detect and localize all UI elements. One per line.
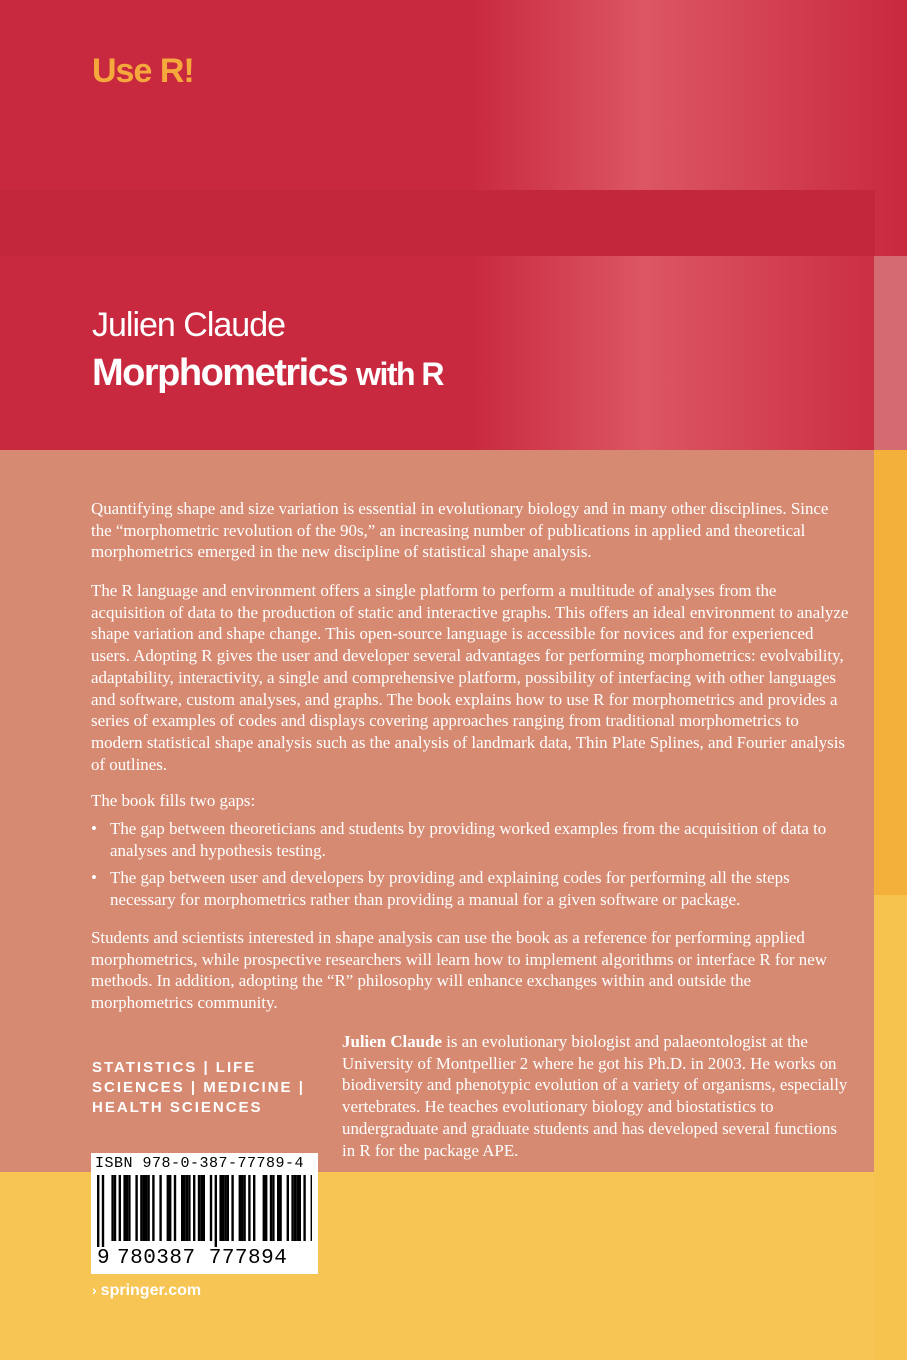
ean-first-digit: 9 — [97, 1247, 111, 1270]
side-yellow-block — [874, 895, 907, 1360]
title-small: with R — [356, 356, 444, 392]
author-bio — [342, 1031, 852, 1161]
barcode-bar — [287, 1175, 289, 1241]
bio-name: Julien Claude — [342, 1032, 442, 1051]
ean-rest-digits: 780387 777894 — [117, 1247, 288, 1270]
list-item — [91, 818, 851, 861]
barcode-bar — [135, 1175, 137, 1241]
series-title: Use R! — [92, 52, 194, 90]
subject-categories — [92, 1058, 332, 1118]
barcode-bar — [227, 1175, 229, 1241]
gaps-list — [91, 818, 851, 917]
isbn-label: ISBN 978-0-387-77789-4 — [95, 1155, 305, 1172]
barcode-bar — [114, 1175, 116, 1241]
barcode-bar — [181, 1175, 186, 1241]
author-name: Julien Claude — [92, 306, 286, 344]
side-orange-block — [874, 450, 907, 895]
barcode-bar — [174, 1175, 176, 1241]
barcode-bar — [143, 1175, 148, 1241]
barcode-bar — [159, 1175, 161, 1241]
barcode-bar — [294, 1175, 296, 1241]
isbn-barcode — [91, 1153, 318, 1274]
barcode-bar — [128, 1175, 130, 1241]
barcode-bar — [200, 1175, 205, 1241]
subject-line: HEALTH SCIENCES — [92, 1099, 263, 1116]
barcode-bar — [277, 1175, 282, 1241]
barcode-bar — [210, 1175, 212, 1241]
barcode-bar — [248, 1175, 250, 1241]
bullet-text: The gap between theoreticians and students by providing worked examples from the acquisition of data to analyses and hypothesis testing. — [110, 819, 827, 860]
bio-text: is an evolutionary biologist and palaeontologist at the University of Montpellier 2 where he got his Ph.D. in 2003. He works on biodiversity and phenotypic evolution of a variety of organisms, especially vertebrates. He teaches evolutionary biology and biostatistics to undergraduate and graduate students and has developed several functions in R for the package APE. — [342, 1032, 848, 1160]
barcode-bar — [167, 1175, 169, 1241]
website-text: springer.com — [100, 1282, 202, 1299]
barcode-bar — [263, 1175, 265, 1241]
barcode-bar — [253, 1175, 255, 1241]
barcode-bar — [198, 1175, 200, 1241]
barcode-bar — [291, 1175, 293, 1241]
barcode-icon — [97, 1175, 312, 1247]
title-main: Morphometrics — [92, 352, 347, 394]
barcode-bar — [272, 1175, 274, 1241]
bullet-icon: • — [91, 819, 97, 838]
barcode-bar — [147, 1175, 149, 1241]
barcode-bar — [188, 1175, 190, 1241]
barcode-bar — [296, 1175, 301, 1241]
barcode-bar — [123, 1175, 128, 1241]
bullet-icon: • — [91, 868, 97, 888]
barcode-bar — [102, 1175, 104, 1247]
subject-line: SCIENCES | MEDICINE | — [92, 1079, 305, 1096]
barcode-bar — [140, 1175, 142, 1241]
description-paragraph-2: The R language and environment offers a single platform to perform a multitude of analyses from the acquisition of data to the production of static and interactive graphs. This offers an ideal environment to analyze shape variation and shape change. This open-source language is accessible for novices and for experienced users. Adopting R gives the user and developer several advantages for performing morphometrics: evolvability, adaptability, interactivity, a single and comprehensive platform, possibility of interfacing with other languages and software, custom analyses, and graphs. The book explains how to use R for morphometrics and provides a series of examples of codes and displays covering approaches ranging from traditional morphometrics to modern statistical shape analysis such as the analysis of landmark data, Thin Plate Splines, and Fourier analysis of outlines. — [91, 581, 849, 774]
barcode-bar — [239, 1175, 244, 1241]
barcode-bar — [215, 1175, 217, 1247]
book-title — [92, 352, 443, 395]
barcode-bar — [303, 1175, 305, 1241]
list-item — [91, 867, 851, 910]
barcode-bar — [111, 1175, 113, 1241]
side-pink-block — [874, 256, 907, 450]
description-paragraph-1: Quantifying shape and size variation is essential in evolutionary biology and in many other disciplines. Since the “morphometric revolution of the 90s,” an increasing number of publications in applied and theoretical morphometrics emerged in the new discipline of statistical shape analysis. — [91, 499, 829, 562]
gaps-intro: The book fills two gaps: — [91, 791, 256, 810]
barcode-bar — [231, 1175, 233, 1241]
barcode-bar — [243, 1175, 245, 1241]
barcode-bar — [224, 1175, 226, 1241]
barcode-bar — [193, 1175, 195, 1241]
chevron-right-icon: › — [92, 1282, 97, 1298]
barcode-bar — [169, 1175, 171, 1241]
barcode-bar — [186, 1175, 188, 1241]
barcode-bar — [311, 1175, 312, 1241]
barcode-bar — [270, 1175, 272, 1241]
description-paragraph-4: Students and scientists interested in shape analysis can use the book as a reference for performing applied morphometrics, while prospective researchers will learn how to implement algorithms or interface R for new methods. In addition, adopting the “R” philosophy will enhance exchanges within and outside the morphometrics community. — [91, 928, 827, 1013]
barcode-bar — [119, 1175, 121, 1241]
bullet-text: The gap between user and developers by providing and explaining codes for performing all the steps necessary for morphometrics rather than providing a manual for a given software or package. — [110, 868, 790, 910]
top-red-strip — [0, 190, 875, 256]
subject-line: STATISTICS | LIFE — [92, 1059, 257, 1076]
barcode-bar — [219, 1175, 224, 1241]
barcode-bar — [97, 1175, 99, 1247]
barcode-bar — [265, 1175, 267, 1241]
publisher-website — [92, 1282, 201, 1300]
barcode-bar — [152, 1175, 154, 1241]
